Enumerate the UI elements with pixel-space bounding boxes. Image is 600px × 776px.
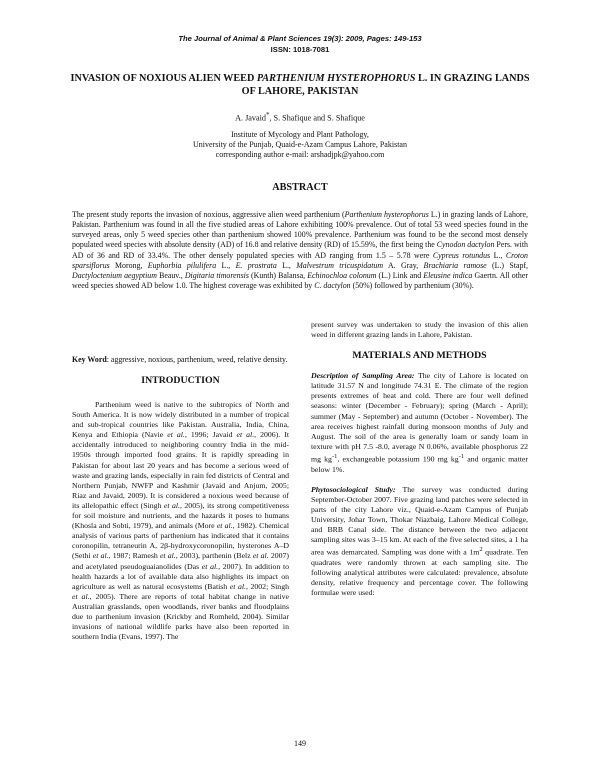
introduction-heading: INTRODUCTION: [141, 375, 220, 386]
intro-text: , 2007). In addition to health hazards a lot of available data also highlights its impact on agriculture as well as natural ecosystems (Batish: [72, 561, 290, 591]
phytosociological-paragraph: [311, 485, 528, 599]
authors-line: [0, 110, 600, 124]
species-name: Cynodon dactylon: [436, 240, 495, 250]
species-name: Cypreus rotundus: [432, 250, 491, 260]
abstract-text: A. Gray,: [383, 260, 424, 270]
abstract-text: (L.) Link and: [376, 270, 424, 280]
sampling-area-label: Description of Sampling Area:: [311, 371, 415, 381]
abstract-heading: ABSTRACT: [272, 182, 328, 193]
et-al: et al.: [236, 430, 255, 440]
authors-rest: , S. Shafique and S. Shafique: [269, 113, 365, 123]
methods-text: The survey was conducted during September-October 2007. Five grazing land patches were selected in parts of the city Lahore viz., Quaid-e-Azam Campus of Punjab University, Johar Town, Thokar Niazbaig, Lahore Medical College, and BRB Canal side. The distance between the two adjacent sampling sites was 3–15 km. At each of the five selected sites, a 1 ha area was demarcated. Sampling was done with a 1m: [311, 484, 528, 557]
et-al: et al.: [92, 551, 109, 561]
issn-line: ISSN: 1018-7081: [270, 45, 330, 54]
et-al: et al.: [159, 551, 176, 561]
methods-text: , exchangeable potassium 190 mg kg: [337, 454, 459, 464]
species-name: Euphorbia pilulifera: [147, 260, 217, 270]
abstract-text: (Kunth) Balansa,: [248, 270, 308, 280]
affiliation-line-3: corresponding author e-mail: arshadjpk@yahoo.com: [215, 150, 385, 159]
abstract-text: (L.) Stapf,: [486, 260, 528, 270]
abstract-text: L.,: [490, 250, 506, 260]
et-al: et al.: [229, 581, 246, 591]
species-name: Malvestrum tricuspidatum: [296, 260, 384, 270]
species-name: Eleusine indica: [423, 270, 473, 280]
species-name: Croton sparsiflorus: [72, 250, 528, 270]
et-al: et al.: [167, 430, 185, 440]
species-name: Parthenium hysterophorus: [344, 210, 429, 219]
corresponding-mark: *: [266, 112, 270, 119]
species-name: C. dactylon: [314, 281, 351, 291]
intro-text: , 2005), its strong competitiveness for soil moisture and nutrients, and the hazards it poses to humans (Khosla and Sobti, 1979), and animals (More: [72, 500, 289, 531]
et-al: et al.: [201, 561, 219, 571]
phytosociological-label: Phytosociological Study:: [311, 484, 396, 494]
abstract-text: Gaertn. All other weed species showed AD below 1.0. The highest coverage was exhibited by: [72, 270, 528, 291]
species-name: E. prostrata: [235, 260, 277, 270]
title-prefix: INVASION OF NOXIOUS ALIEN WEED: [70, 73, 257, 84]
intro-text: Parthenium weed is native to the subtropics of North and South America. It is now widely distributed in a number of tropical and sub-tropical countries like Pakistan. Australia, India, China, Kenya and Ethiopia (Navie: [72, 400, 289, 440]
left-column: [72, 372, 289, 642]
superscript: 2: [479, 546, 483, 554]
abstract-text: L.,: [216, 260, 236, 270]
page-number: 149: [294, 739, 306, 748]
methods-text: quadrate. Ten quadrates were randomly thrown at each sampling site. The following analytical attributes were calculated: prevalence, absolute density, relative frequency and percentage cover. The following formulae were used:: [311, 547, 529, 598]
et-al: et al.: [216, 521, 233, 531]
affiliation-line-1: Institute of Mycology and Plant Pathology,: [231, 130, 369, 139]
superscript: -1: [458, 452, 465, 460]
introduction-continued: present survey was undertaken to study the invasion of this alien weed in different grazing lands in Lahore, Pakistan.: [311, 320, 528, 340]
abstract-text: (50%) followed by parthenium (30%).: [350, 281, 474, 291]
title-species: PARTHENIUM HYSTEROPHORUS: [256, 73, 416, 84]
right-column: [311, 320, 528, 598]
author-1: A. Javaid: [235, 113, 266, 123]
affiliation-line-2: University of the Punjab, Quaid-e-Azam Campus Lahore, Pakistan: [193, 140, 407, 149]
keywords-label: Key Word: [72, 355, 107, 364]
abstract-text: L.) in grazing lands of Lahore, Pakistan. Parthenium was found in all the five studied areas of Lahore exhibiting 100% prevalence. Out of total 53 weed species found in the surveyed areas, only 5 weed species other than parthenium showed 100% prevalence. Parthenium was found to be the second most densely populated weed species with absolute density (AD) of 16.8 and relative density (RD) of 15.59%, the first being the: [72, 210, 528, 250]
intro-text: , 1987; Ramesh: [108, 551, 160, 561]
intro-text: , 1996; Javaid: [184, 430, 237, 440]
title-suffix: L. IN GRAZING LANDS OF LAHORE, PAKISTAN: [241, 73, 530, 97]
sampling-area-paragraph: [311, 371, 528, 475]
journal-header: The Journal of Animal & Plant Sciences 19(3): 2009, Pages: 149-153: [178, 34, 422, 43]
intro-text: , 1982). Chemical analysis of various parts of parthenium has indicated that it contains coronopilin, tetraneurin A, 2β-hydroxycoronopilin, hysterones A–D (Sethi: [72, 521, 289, 561]
intro-text: , 2005). There are reports of total habitat change in native Australian grasslands, open woodlands, river banks and floodplains due to parthenium invasion (Krickby and Romheld, 2004). Similar invasions of national wildlife parks have also been reported in southern India (Evans, 1997). The: [72, 591, 289, 642]
et-al: et al.: [72, 591, 90, 601]
abstract-text: The present study reports the invasion of noxious, aggressive alien weed parthenium (: [72, 210, 345, 219]
et-al: et al.: [163, 500, 181, 510]
materials-methods-heading: MATERIALS AND METHODS: [352, 350, 487, 362]
species-name: Brachiaria ramose: [423, 260, 487, 270]
species-name: Dactyloctenium aegyptium: [72, 270, 157, 280]
abstract-body: [72, 210, 528, 291]
abstract-text: Beauv.,: [156, 270, 185, 280]
methods-text: and organic matter below 1%.: [311, 454, 528, 474]
species-name: Echinochloa colonum: [307, 270, 377, 280]
et-al: et al.: [252, 551, 269, 561]
abstract-text: L.,: [276, 260, 297, 270]
affiliation: [80, 130, 520, 160]
methods-text: The city of Lahore is located on latitude 31.57 N and longitude 74.31 E. The climate of the region presents extremes of heat and cold. There are four well defined seasons: winter (December - February); spring (March - April); summer (May - September) and autumn (October - November). The area receives highest rainfall during monsoon months of July and August. The soil of the area is generally loam or sandy loam in texture with pH 7.5 -8.0, average N 0.06%, available phosphorus 22 mg kg: [311, 371, 528, 464]
intro-text: , 2006). It accidentally introduced to neighboring country India in the mid-1950s through imported food grains. It is rapidly spreading in Pakistan for about last 20 years and has become a serious weed of waste and grazing lands, especially in rain fed districts of Central and Northern Punjab, NWFP and Kashmir (Javaid and Anjum, 2005; Riaz and Javaid, 2009). It is considered a noxious weed because of its allelopathic effect (Singh: [72, 430, 289, 510]
abstract-text: Morong,: [109, 260, 148, 270]
abstract-text: Pers. with AD of 36 and RD of 33.4%. The other densely populated species with AD ranging from 1.5 – 5.78 were: [72, 240, 529, 260]
intro-text: , 2003), parthenin (Belz: [175, 551, 253, 561]
intro-text: 2007) and acetylated pseudoguaianolides (Das: [72, 551, 290, 571]
superscript: -1: [331, 452, 338, 460]
paper-title: [70, 72, 530, 98]
keywords-text: : aggressive, noxious, parthenium, weed, relative density.: [106, 355, 288, 364]
introduction-body: [72, 400, 289, 642]
species-name: Digitaria timorensis: [184, 270, 249, 280]
intro-text: , 2002; Singh: [245, 581, 289, 591]
